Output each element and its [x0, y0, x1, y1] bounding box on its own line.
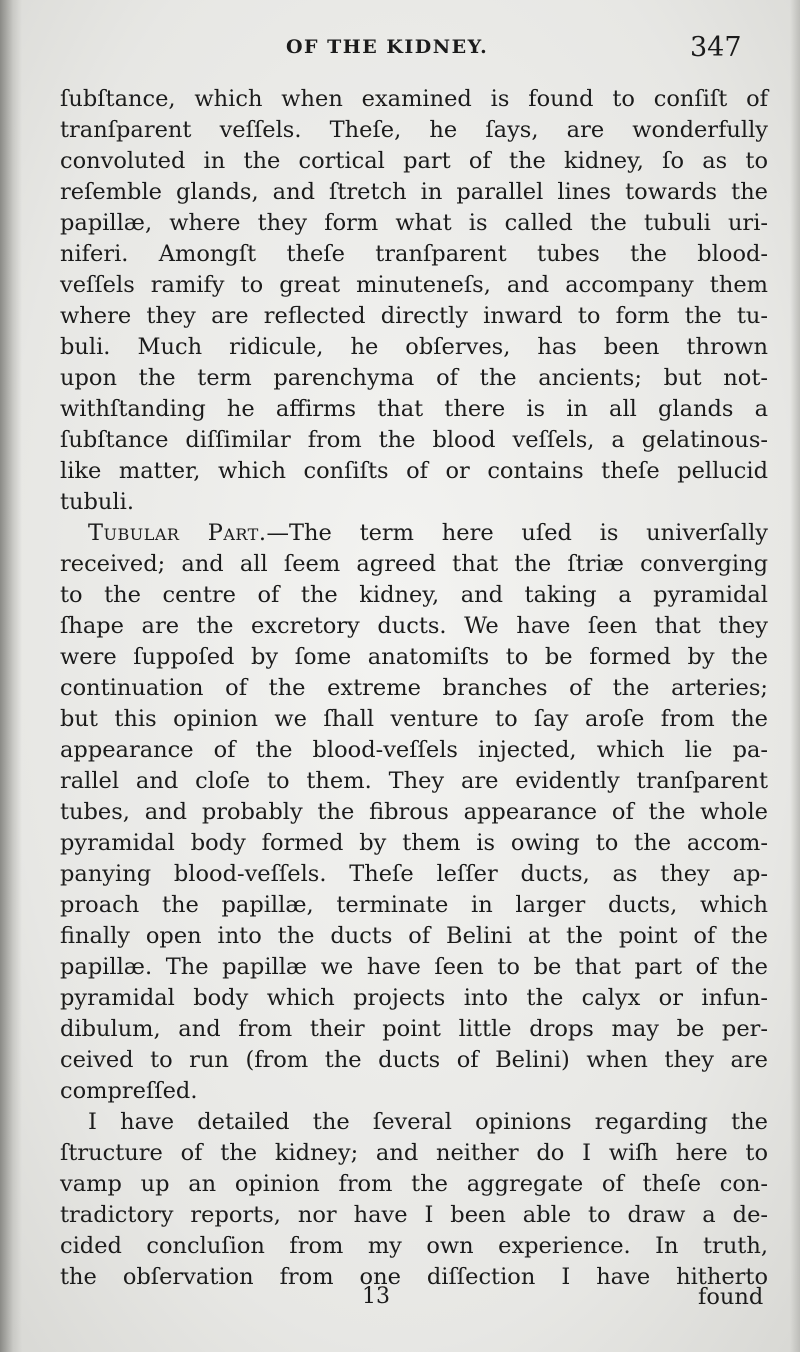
text-line: buli. Much ridicule, he obſerves, has been thrown — [60, 334, 768, 360]
page-edge-shadow — [790, 0, 800, 1352]
body-text — [60, 84, 768, 1293]
text-line: dibulum, and from their point little drops may be per- — [60, 1016, 768, 1042]
text-line: ſubſtance diſſimilar from the blood veſſels, a gelatinous- — [60, 427, 768, 453]
text-line: ſhape are the excretory ducts. We have ſeen that they — [60, 613, 768, 639]
text-line: pyramidal body formed by them is owing to the accom- — [60, 830, 768, 856]
paragraph-3 — [60, 1107, 768, 1293]
text-line: I have detailed the ſeveral opinions regarding the — [88, 1109, 768, 1135]
text-line: but this opinion we ſhall venture to ſay aroſe from the — [60, 706, 768, 732]
text-line: reſemble glands, and ſtretch in parallel lines towards the — [60, 179, 768, 205]
catchword: found — [698, 1284, 764, 1310]
text-line: received; and all ſeem agreed that the ſtriæ converging — [60, 551, 768, 577]
text-line: appearance of the blood-veſſels injected, which lie pa- — [60, 737, 768, 763]
text-line: papillæ. The papillæ we have ſeen to be that part of the — [60, 954, 768, 980]
text-line: ceived to run (from the ducts of Belini) when they are — [60, 1047, 768, 1073]
text-line: proach the papillæ, terminate in larger ducts, which — [60, 892, 768, 918]
text-line: continuation of the extreme branches of the arteries; — [60, 675, 768, 701]
text-line: where they are reflected directly inward to form the tu- — [60, 303, 768, 329]
text-line: vamp up an opinion from the aggregate of theſe con- — [60, 1171, 768, 1197]
paragraph-1 — [60, 84, 768, 518]
text-line: niferi. Amongſt theſe tranſparent tubes the blood- — [60, 241, 768, 267]
text-line: were ſuppoſed by ſome anatomiſts to be formed by the — [60, 644, 768, 670]
text-line: like matter, which conſiſts of or contains theſe pellucid — [60, 458, 768, 484]
text-line: papillæ, where they form what is called the tubuli uri- — [60, 210, 768, 236]
text-line — [60, 518, 768, 549]
text-line: tubes, and probably the fibrous appearance of the whole — [60, 799, 768, 825]
page-number: 347 — [690, 32, 742, 63]
text-line: convoluted in the cortical part of the kidney, ſo as to — [60, 148, 768, 174]
text-line: pyramidal body which projects into the calyx or infun- — [60, 985, 768, 1011]
heading-line-text: —The term here uſed is univerſally — [266, 520, 768, 546]
text-line: rallel and cloſe to them. They are evidently tranſparent — [60, 768, 768, 794]
text-line: the obſervation from one diſſection I have hitherto — [60, 1264, 768, 1290]
text-line: tubuli. — [60, 489, 134, 515]
text-line: finally open into the ducts of Belini at the point of the — [60, 923, 768, 949]
text-line: tradictory reports, nor have I been able to draw a de- — [60, 1202, 768, 1228]
text-line: withſtanding he affirms that there is in all glands a — [60, 396, 768, 422]
text-line: ſtructure of the kidney; and neither do I wiſh here to — [60, 1140, 768, 1166]
text-line: upon the term parenchyma of the ancients; but not- — [60, 365, 768, 391]
text-line: to the centre of the kidney, and taking a pyramidal — [60, 582, 768, 608]
text-line: veſſels ramify to great minuteneſs, and accompany them — [60, 272, 768, 298]
text-line: cided concluſion from my own experience. In truth, — [60, 1233, 768, 1259]
running-head: OF THE KIDNEY. — [286, 36, 489, 58]
paragraph-2 — [60, 518, 768, 1107]
signature-mark: 13 — [362, 1284, 390, 1309]
section-heading: Tubular Part. — [88, 520, 267, 546]
text-line: ſubſtance, which when examined is found to conſiſt of — [60, 86, 768, 112]
page-footer — [0, 1284, 800, 1318]
binding-shadow — [0, 0, 22, 1352]
text-line: tranſparent veſſels. Theſe, he ſays, are wonderfully — [60, 117, 768, 143]
text-line: panying blood-veſſels. Theſe leſſer ducts, as they ap- — [60, 861, 768, 887]
text-line: compreſſed. — [60, 1078, 198, 1104]
